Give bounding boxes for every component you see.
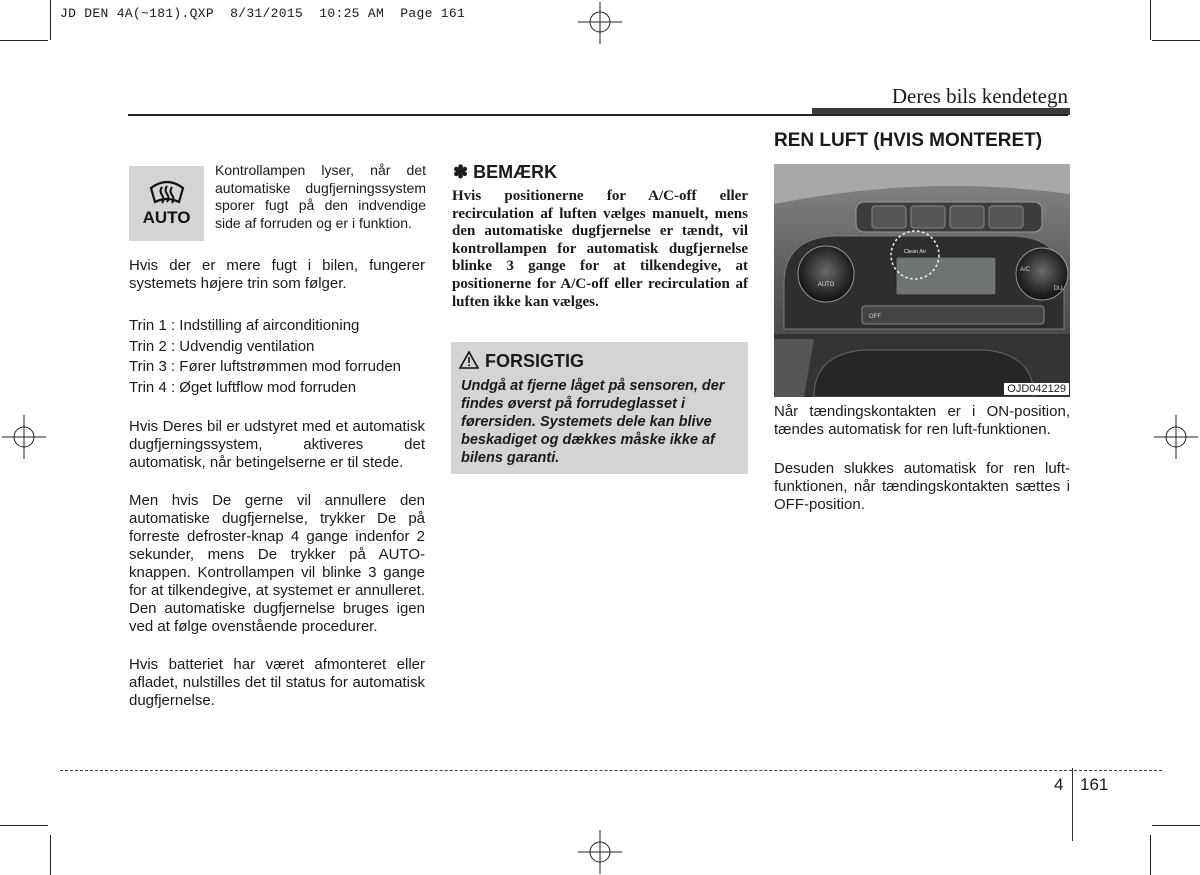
- warning-triangle-icon: [459, 351, 479, 369]
- steps-list: [129, 316, 425, 398]
- print-file: JD DEN 4A(~181).QXP: [60, 6, 214, 21]
- page-number-divider: [1072, 768, 1073, 841]
- indicator-description: Kontrollampen lyser, når det automatiske dugfjerningssystem sporer fugt på den indvendige side af forruden og er i funktion.: [215, 162, 426, 231]
- paragraph-auto-defog: Hvis Deres bil er udstyret med et automatisk dugfjerningssystem, aktiveres det automatisk, når betingelserne er til stede.: [129, 418, 425, 471]
- note-title: ✽ BEMÆRK: [453, 162, 558, 182]
- step-item: Trin 2 : Udvendig ventilation: [129, 337, 315, 355]
- header-rule: [128, 114, 1068, 116]
- running-header-title: Deres bils kendetegn: [891, 84, 1068, 108]
- caution-body: Undgå at fjerne låget på sensoren, der findes øverst på forrudeglasset i førersiden. Systemets dele kan blive beskadiget og dækkes måske ikke af bilens garanti.: [461, 378, 725, 466]
- paragraph-higher-steps: Hvis der er mere fugt i bilen, fungerer systemets højere trin som følger.: [129, 257, 425, 292]
- print-date: 8/31/2015: [230, 6, 304, 21]
- step-item: Trin 1 : Indstilling af airconditioning: [129, 317, 360, 334]
- step-item: Trin 4 : Øget luftflow mod forruden: [129, 378, 357, 396]
- photo-label-off: OFF: [869, 314, 881, 320]
- caution-title: FORSIGTIG: [485, 351, 584, 371]
- photo-caption: OJD042129: [1004, 383, 1069, 395]
- photo-label-ac: A/C: [1019, 267, 1031, 273]
- print-page-label: Page 161: [400, 6, 466, 21]
- auto-defrost-indicator: [129, 166, 204, 241]
- page-number: 161: [1080, 775, 1109, 794]
- photo-label-auto: AUTO: [817, 282, 835, 288]
- paragraph-battery-reset: Hvis batteriet har været afmonteret eller afladet, nulstilles det til status for automatisk dugfjernelse.: [129, 656, 425, 709]
- print-header: [60, 6, 465, 21]
- print-time: 10:25 AM: [319, 6, 385, 21]
- auto-label: AUTO: [142, 208, 191, 227]
- note-body: Hvis positionerne for A/C-off eller recirculation af luften vælges manuelt, mens den automatiske dugfjernelse er tændt, vil kontrollampen for automatisk dugfjernelse blinke 3 gange for at tilkendegive, at positionerne for A/C-off eller recirculation af luften ikke kan vælges.: [452, 188, 748, 310]
- footer-dashed-rule: [60, 770, 1162, 771]
- step-item: Trin 3 : Fører luftstrømmen mod forruden: [129, 358, 402, 375]
- chapter-number: 4: [1054, 775, 1064, 794]
- climate-panel-image: [774, 164, 1070, 397]
- paragraph-cancel-procedure: Men hvis De gerne vil annullere den automatiske dugfjernelse, trykker De på forreste defroster-knap 4 gange indenfor 2 sekunder, mens De trykker på AUTO-knappen. Kontrollampen vil blinke 3 gange for at tilkendegive, at systemet er annulleret. Den automatiske dugfjernelse bruges igen ved at følge ovenstående procedurer.: [129, 492, 425, 635]
- paragraph-clean-air-off: Desuden slukkes automatisk for ren luft-funktionen, når tændingskontakten sættes i OFF-position.: [774, 460, 1070, 513]
- registration-mark-top: [578, 2, 622, 46]
- caution-heading: [459, 351, 584, 372]
- caution-box: [451, 342, 748, 474]
- registration-mark-bottom: [578, 830, 622, 874]
- auto-defrost-icon: [149, 178, 185, 206]
- photo-label-dual: DU: [1053, 286, 1063, 292]
- paragraph-clean-air-on: Når tændingskontakten er i ON-position, tændes automatisk for ren luft-funktionen.: [774, 403, 1070, 438]
- registration-mark-right: [1154, 415, 1198, 459]
- climate-control-photo: [774, 164, 1070, 397]
- section-title: REN LUFT (HVIS MONTERET): [774, 130, 1043, 151]
- photo-label-clean-air: Clean Air: [903, 249, 927, 255]
- registration-mark-left: [2, 415, 46, 459]
